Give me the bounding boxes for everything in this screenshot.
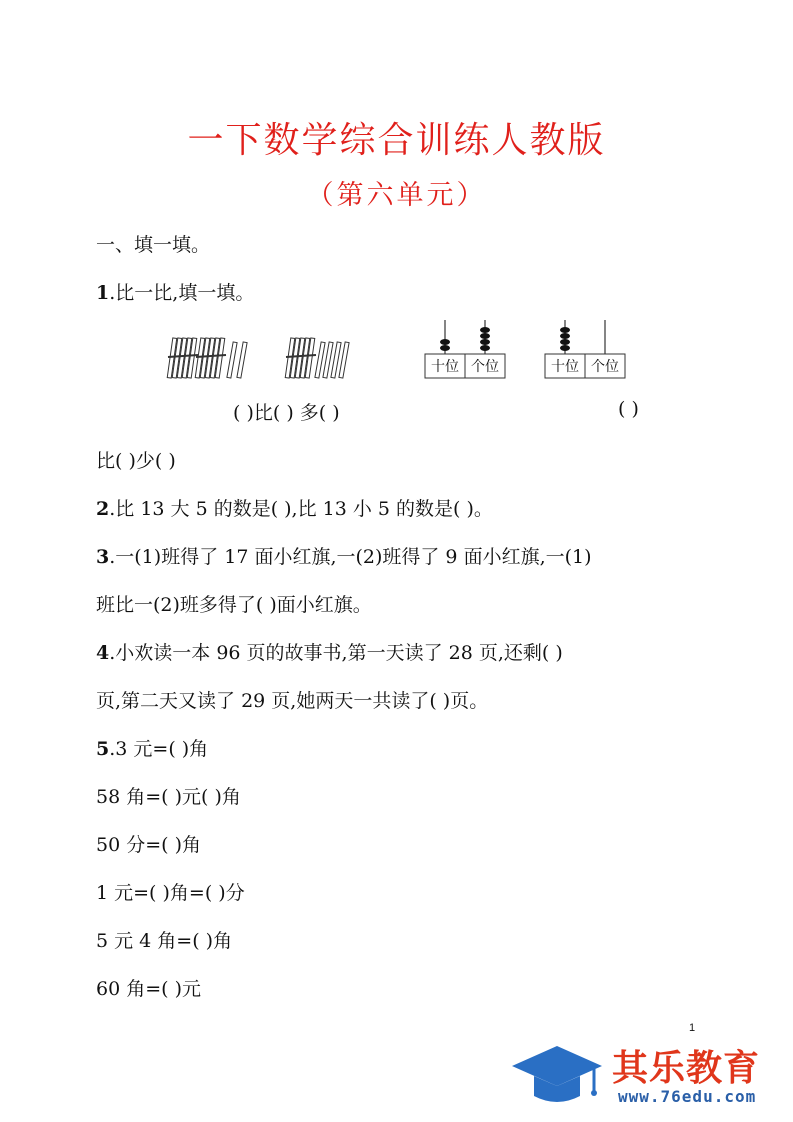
q5-item: 58 角=( )元( )角 — [96, 786, 241, 808]
question-1 — [96, 278, 254, 305]
question-text: .3 元=( )角 — [109, 738, 209, 760]
question-4-cont: 页,第二天又读了 29 页,她两天一共读了( )页。 — [96, 690, 489, 712]
page-number: 1 — [689, 1022, 696, 1034]
question-3 — [96, 542, 592, 569]
question-number: 1 — [96, 282, 110, 304]
question-number: 5 — [96, 738, 110, 760]
question-text: .比 13 大 5 的数是( ),比 13 小 5 的数是( )。 — [109, 498, 493, 520]
q5-item: 1 元=( )角=( )分 — [96, 882, 245, 904]
stick-icon — [237, 342, 247, 378]
stick-bundle-group-1 — [167, 338, 247, 378]
q1-fill-line-2: 比( )少( ) — [96, 450, 176, 472]
section-heading: 一、填一填。 — [96, 234, 211, 256]
abacus-ones-label: 个位 — [471, 359, 499, 375]
q5-item: 50 分=( )角 — [96, 834, 202, 856]
question-text: .比一比,填一填。 — [109, 282, 255, 304]
question-3-cont: 班比一(2)班多得了( )面小红旗。 — [96, 594, 372, 616]
q1-fill-line: ( )比( ) 多( ) — [233, 402, 340, 424]
abacus-ones-label: 个位 — [591, 359, 619, 375]
stick-icon — [227, 342, 237, 378]
page-subtitle: （第六单元） — [306, 180, 487, 211]
question-number: 2 — [96, 498, 110, 520]
brand-url: www.76edu.com — [618, 1087, 757, 1106]
question-text: .一(1)班得了 17 面小红旗,一(2)班得了 9 面小红旗,一(1) — [109, 546, 592, 568]
stick-bundle-group-2 — [285, 338, 349, 378]
stick-bundle-icon — [167, 338, 198, 378]
abacus-tens-label: 十位 — [431, 359, 459, 375]
abacus-2 — [545, 320, 625, 378]
q5-item: 60 角=( )元 — [96, 978, 202, 1000]
question-4 — [96, 638, 563, 665]
abacus-1 — [425, 320, 505, 378]
question-number: 4 — [96, 642, 110, 664]
stick-bundle-icon — [195, 338, 226, 378]
q1-figure — [160, 320, 640, 385]
stick-bundle-icon — [285, 338, 316, 378]
question-5 — [96, 734, 208, 761]
question-text: .小欢读一本 96 页的故事书,第一天读了 28 页,还剩( ) — [109, 642, 563, 664]
q5-item: 5 元 4 角=( )角 — [96, 930, 233, 952]
question-number: 3 — [96, 546, 110, 568]
abacus-tens-label: 十位 — [551, 359, 579, 375]
question-2 — [96, 494, 493, 521]
q1-fill-right: ( ) — [618, 398, 639, 420]
page-title: 一下数学综合训练人教版 — [187, 120, 606, 161]
brand-logo-text: 其乐教育 — [612, 1048, 761, 1089]
